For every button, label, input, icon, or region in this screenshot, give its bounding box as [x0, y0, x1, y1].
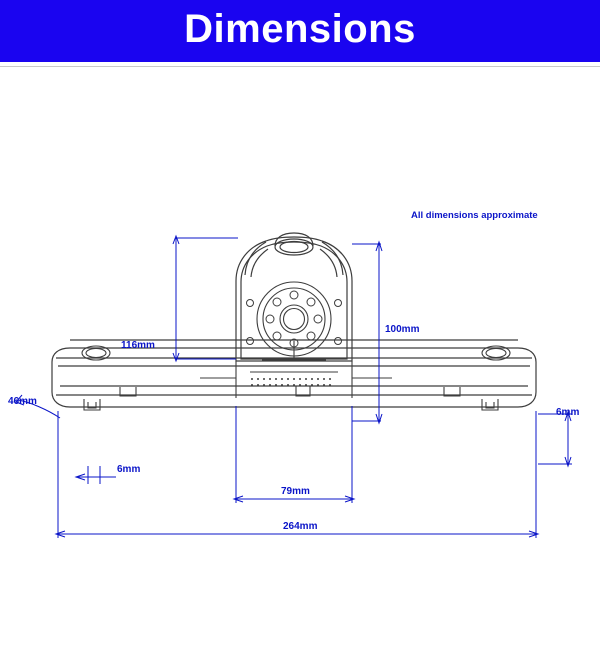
header-banner: [0, 0, 600, 62]
dimension-label-height-front: 116mm: [121, 340, 155, 351]
dimension-label-thickness-right: 6mm: [556, 407, 580, 418]
dimension-label-depth-left: 46mm: [8, 396, 37, 407]
dimension-label-width-bracket: 79mm: [281, 486, 310, 497]
dimension-drawing: [0, 66, 600, 666]
dimension-label-thickness-left: 6mm: [117, 464, 141, 475]
approximate-note: All dimensions approximate: [411, 210, 538, 221]
page-title: Dimensions: [184, 7, 416, 51]
dimension-label-height-side: 100mm: [385, 324, 420, 335]
ir-leds: [266, 291, 322, 347]
vent-dots: [251, 378, 331, 386]
dimension-label-width-total: 264mm: [283, 521, 318, 532]
drawing-svg: [0, 66, 600, 666]
